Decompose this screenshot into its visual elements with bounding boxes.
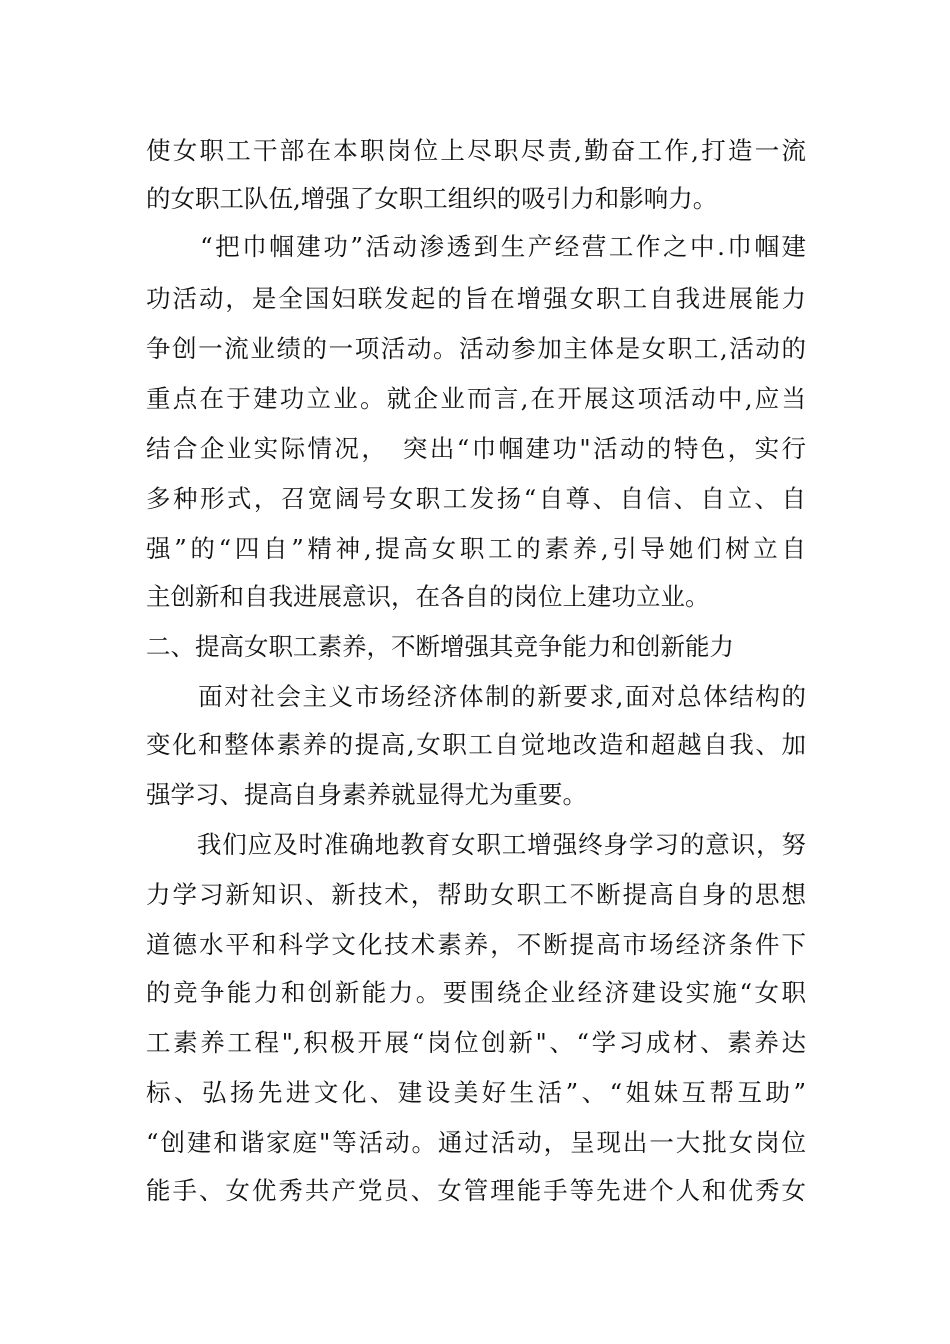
text-line: 强”的“四自”精神,提高女职工的素养,引导她们树立自 (146, 534, 806, 563)
text-line: 能手、女优秀共产党员、女管理能手等先进个人和优秀女 (146, 1176, 806, 1205)
text-line: 变化和整体素养的提高,女职工自觉地改造和超越自我、加 (146, 730, 806, 759)
text-line: 强学习、提高自身素养就显得尤为重要。 (146, 780, 587, 809)
text-line: 的竞争能力和创新能力。要围绕企业经济建设实施“女职 (146, 978, 806, 1007)
text-line: 主创新和自我进展意识，在各自的岗位上建功立业。 (146, 582, 710, 611)
text-line: 使女职工干部在本职岗位上尽职尽责,勤奋工作,打造一流 (146, 136, 806, 165)
text-line: “创建和谐家庭"等活动。通过活动，呈现出一大批女岗位 (146, 1128, 806, 1157)
text-line: 争创一流业绩的一项活动。活动参加主体是女职工,活动的 (146, 334, 806, 363)
text-line: 道德水平和科学文化技术素养，不断提高市场经济条件下 (146, 930, 806, 959)
text-line: 多种形式，召宽阔号女职工发扬“自尊、自信、自立、自 (146, 484, 806, 513)
text-line: 功活动，是全国妇联发起的旨在增强女职工自我进展能力 (146, 284, 806, 313)
text-line: 我们应及时准确地教育女职工增强终身学习的意识，努 (146, 830, 806, 859)
text-line: 重点在于建功立业。就企业而言,在开展这项活动中,应当 (146, 384, 806, 413)
text-line: 的女职工队伍,增强了女职工组织的吸引力和影响力。 (146, 184, 718, 213)
text-line: 力学习新知识、新技术，帮助女职工不断提高自身的思想 (146, 880, 806, 909)
text-line: “把巾帼建功”活动渗透到生产经营工作之中.巾帼建 (146, 232, 806, 261)
text-line: 面对社会主义市场经济体制的新要求,面对总体结构的 (146, 682, 806, 711)
text-line: 标、弘扬先进文化、建设美好生活”、“姐妹互帮互助” (146, 1078, 806, 1107)
text-line: 工素养工程",积极开展“岗位创新"、“学习成材、素养达 (146, 1028, 806, 1057)
section-heading: 二、提高女职工素养，不断增强其竞争能力和创新能力 (146, 632, 734, 661)
text-line: 结合企业实际情况， 突出“巾帼建功"活动的特色，实行 (146, 434, 806, 463)
